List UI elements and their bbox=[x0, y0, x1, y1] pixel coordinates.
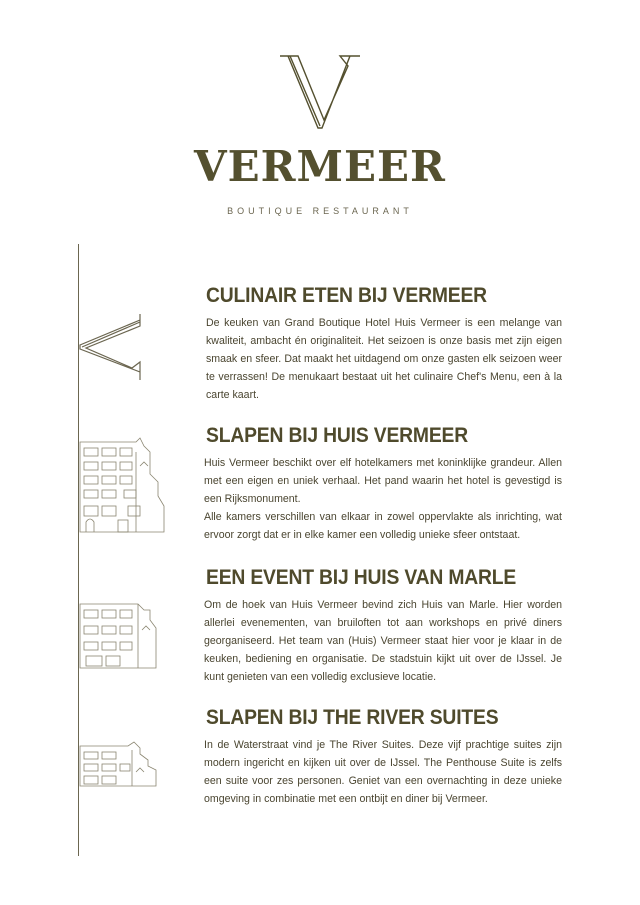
section-body-2: Alle kamers verschillen van elkaar in zowel oppervlakte als inrichting, wat ervoor zorgt dat er in elke kamer een volledig unieke sfeer ontstaat. bbox=[204, 511, 562, 541]
section-title: SLAPEN BIJ THE RIVER SUITES bbox=[206, 706, 499, 729]
section-body: In de Waterstraat vind je The River Suites. Deze vijf prachtige suites zijn modern ingericht en kijken uit over de IJssel. The Penthouse Suite is zelfs een suite voor zes personen. Geniet van een overnachting in deze unieke omgeving in combinatie met een ontbijt en diner bij Vermeer. bbox=[204, 739, 562, 805]
brand-subtitle: BOUTIQUE RESTAURANT bbox=[227, 206, 413, 216]
section-title: SLAPEN BIJ HUIS VERMEER bbox=[206, 424, 469, 447]
section-body: De keuken van Grand Boutique Hotel Huis Vermeer is een melange van kwaliteit, ambacht én originaliteit. Het seizoen is onze basis met zijn eigen smaak en sfeer. Dat maakt het uitdagend om onze gasten elk seizoen weer te verrassen! De menukaart bestaat uit het culinaire Chef's Menu, een à la carte kaart. bbox=[206, 317, 562, 401]
section-culinair bbox=[206, 284, 562, 404]
section-event-huis-van-marle bbox=[206, 566, 562, 686]
section-title: EEN EVENT BIJ HUIS VAN MARLE bbox=[206, 566, 517, 589]
section-body: Om de hoek van Huis Vermeer bevind zich Huis van Marle. Hier worden allerlei evenementen, van bruiloften tot aan workshops en privé diners georganiseerd. Het team van (Huis) Vermeer staat hier voor je klaar in de keuken, bediening en organisatie. De stadstuin kijkt uit over de IJssel. Je kunt genieten van een volledig exclusieve locatie. bbox=[204, 599, 562, 683]
section-body: Huis Vermeer beschikt over elf hotelkamers met koninklijke grandeur. Allen met een eigen en uniek verhaal. Het pand waarin het hotel is gevestigd is een Rijksmonument. bbox=[204, 457, 562, 505]
building-huis-vermeer-icon bbox=[78, 436, 168, 536]
building-river-suites-icon bbox=[78, 740, 160, 790]
section-river-suites bbox=[206, 706, 562, 808]
section-slapen-huis-vermeer bbox=[206, 424, 562, 544]
section-title: CULINAIR ETEN BIJ VERMEER bbox=[206, 284, 487, 307]
building-huis-van-marle-icon bbox=[78, 598, 160, 672]
v-monogram-icon bbox=[278, 52, 362, 132]
sideways-v-icon bbox=[78, 312, 144, 382]
brand-name: VERMEER bbox=[194, 142, 446, 191]
